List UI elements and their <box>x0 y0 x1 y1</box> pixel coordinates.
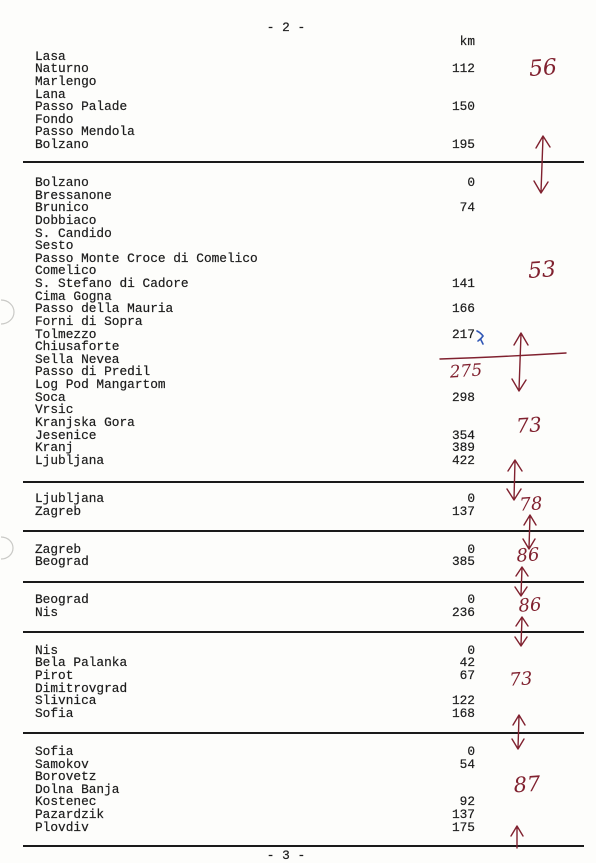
route-row <box>0 452 596 468</box>
distance-km: 0 <box>467 743 475 759</box>
distance-km: 389 <box>451 440 475 456</box>
place-name: Nis <box>35 642 59 658</box>
distance-km: 0 <box>467 491 475 507</box>
place-name: Bolzano <box>35 175 89 191</box>
distance-km: 74 <box>459 200 475 216</box>
handwritten-note: 86 <box>515 544 541 567</box>
route-row <box>0 705 596 721</box>
place-name: Zagreb <box>35 503 82 519</box>
distance-km: 298 <box>451 389 475 405</box>
place-name: Passo Palade <box>35 99 128 115</box>
route-row <box>0 48 596 64</box>
section-divider <box>23 530 584 532</box>
section-divider <box>23 581 584 583</box>
distance-km: 122 <box>451 693 475 709</box>
handwritten-note: 56 <box>528 55 558 82</box>
handwritten-note: 73 <box>508 668 534 691</box>
route-section <box>0 743 596 835</box>
distance-km: 0 <box>467 175 475 191</box>
route-section <box>0 642 596 721</box>
distance-km: 0 <box>467 592 475 608</box>
place-name: Sesto <box>35 238 74 254</box>
route-row <box>0 657 596 670</box>
handwritten-note: 275 <box>449 360 483 383</box>
handwritten-note: 53 <box>527 257 557 284</box>
place-name: Bela Palanka <box>35 655 128 671</box>
place-name: Passo Mendola <box>35 124 135 140</box>
distance-km: 385 <box>451 554 475 570</box>
place-name: Cima Gogna <box>35 288 112 304</box>
place-name: Bolzano <box>35 137 89 153</box>
place-name: Borovetz <box>35 769 97 785</box>
route-row <box>0 126 596 139</box>
handwritten-note: 73 <box>515 412 543 438</box>
place-name: Pirot <box>35 668 74 684</box>
place-name: Slivnica <box>35 693 97 709</box>
distance-km: 236 <box>451 604 475 620</box>
distance-km: 67 <box>459 668 475 684</box>
distance-km: 217 <box>451 326 475 342</box>
route-section <box>0 594 596 619</box>
place-name: Dimitrovgrad <box>35 680 128 696</box>
route-row <box>0 819 596 835</box>
place-name: Marlengo <box>35 73 97 89</box>
place-name: Kranj <box>35 440 74 456</box>
distance-km: 354 <box>451 427 475 443</box>
place-name: Passo Monte Croce di Comelico <box>35 250 258 266</box>
place-name: Log Pod Mangartom <box>35 377 166 393</box>
place-name: Dobbiaco <box>35 212 97 228</box>
route-section <box>0 48 596 153</box>
place-name: Dolna Banja <box>35 781 120 797</box>
route-row <box>0 809 596 822</box>
place-name: Passo della Mauria <box>35 301 174 317</box>
place-name: Beograd <box>35 592 89 608</box>
handwritten-note: 87 <box>512 771 542 798</box>
route-row <box>0 493 596 506</box>
section-divider <box>23 631 584 633</box>
km-column-header: km <box>459 34 475 49</box>
distance-km: 166 <box>451 301 475 317</box>
distance-km: 141 <box>451 276 475 292</box>
distance-km: 0 <box>467 642 475 658</box>
section-divider <box>23 161 584 163</box>
place-name: Kranjska Gora <box>35 414 135 430</box>
route-section <box>0 541 596 570</box>
page-number-footer: - 3 - <box>266 848 306 863</box>
distance-km: 112 <box>451 61 475 77</box>
route-row <box>0 594 596 607</box>
place-name: Sofia <box>35 743 74 759</box>
route-row <box>0 225 596 241</box>
route-row <box>0 139 596 152</box>
handwritten-note: 86 <box>517 594 543 617</box>
distance-km: 0 <box>467 541 475 557</box>
place-name: Ljubljana <box>35 491 105 507</box>
route-row <box>0 187 596 203</box>
place-name: Beograd <box>35 554 89 570</box>
distance-km: 195 <box>451 137 475 153</box>
route-row <box>0 427 596 443</box>
place-name: Sofia <box>35 705 74 721</box>
section-divider <box>23 481 584 483</box>
place-name: Naturno <box>35 61 89 77</box>
distance-km: 54 <box>459 756 475 772</box>
place-name: Samokov <box>35 756 89 772</box>
route-row <box>0 541 596 557</box>
place-name: Brunico <box>35 200 89 216</box>
place-name: Bressanone <box>35 187 112 203</box>
distance-km: 137 <box>451 807 475 823</box>
route-section <box>0 177 596 467</box>
place-name: Comelico <box>35 263 97 279</box>
page-number-header: - 2 - <box>266 20 306 35</box>
route-row <box>0 556 596 569</box>
place-name: Tolmezzo <box>35 326 97 342</box>
place-name: S. Candido <box>35 225 112 241</box>
route-row <box>0 743 596 759</box>
place-name: Lana <box>35 86 66 102</box>
place-name: Chiusaforte <box>35 339 120 355</box>
place-name: Zagreb <box>35 541 82 557</box>
route-section <box>0 493 596 518</box>
handwritten-note: 78 <box>518 493 544 516</box>
place-name: Ljubljana <box>35 452 105 468</box>
place-name: Plovdiv <box>35 819 89 835</box>
distance-km: 150 <box>451 99 475 115</box>
place-name: Sella Nevea <box>35 351 120 367</box>
place-name: Vrsic <box>35 402 74 418</box>
section-divider <box>23 845 584 847</box>
distance-km: 422 <box>451 452 475 468</box>
place-name: Lasa <box>35 48 66 64</box>
distance-km: 168 <box>451 705 475 721</box>
distance-km: 42 <box>459 655 475 671</box>
route-row <box>0 101 596 114</box>
route-row <box>0 389 596 405</box>
place-name: Passo di Predil <box>35 364 151 380</box>
place-name: Jesenice <box>35 427 97 443</box>
place-name: Kostenec <box>35 794 97 810</box>
distance-km: 175 <box>451 819 475 835</box>
place-name: S. Stefano di Cadore <box>35 276 189 292</box>
distance-km: 137 <box>451 503 475 519</box>
route-row <box>0 73 596 89</box>
section-divider <box>23 732 584 734</box>
place-name: Fondo <box>35 111 74 127</box>
route-row <box>0 695 596 708</box>
place-name: Nis <box>35 604 59 620</box>
distance-km: 92 <box>459 794 475 810</box>
place-name: Forni di Sopra <box>35 313 143 329</box>
route-row <box>0 379 596 392</box>
place-name: Pazardzik <box>35 807 105 823</box>
place-name: Soca <box>35 389 66 405</box>
